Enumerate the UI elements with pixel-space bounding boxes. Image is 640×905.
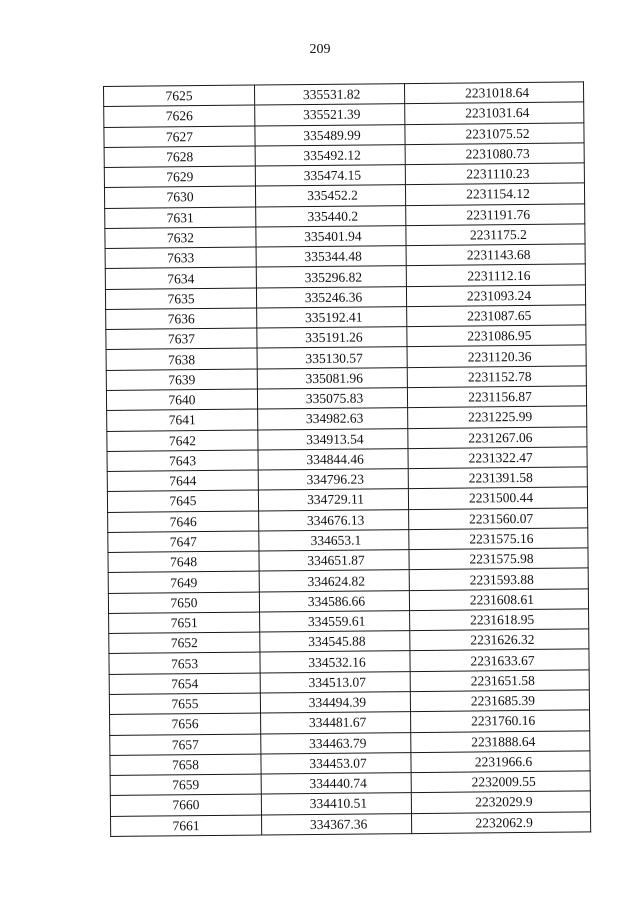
- x-coordinate-cell: 335130.57: [257, 347, 407, 369]
- y-coordinate-cell: 2231143.68: [406, 244, 585, 266]
- y-coordinate-cell: 2231966.6: [411, 751, 590, 773]
- point-id-cell: 7642: [107, 430, 258, 452]
- y-coordinate-cell: 2231500.44: [408, 487, 587, 509]
- y-coordinate-cell: 2231086.95: [407, 325, 586, 347]
- y-coordinate-cell: 2231760.16: [411, 710, 590, 732]
- x-coordinate-cell: 335191.26: [257, 327, 407, 349]
- y-coordinate-cell: 2231267.06: [408, 426, 587, 448]
- x-coordinate-cell: 335521.39: [255, 104, 405, 126]
- x-coordinate-cell: 334494.39: [260, 692, 410, 714]
- x-coordinate-cell: 334463.79: [261, 732, 411, 754]
- point-id-cell: 7648: [108, 551, 259, 573]
- y-coordinate-cell: 2232029.9: [411, 791, 590, 813]
- x-coordinate-cell: 335075.83: [257, 388, 407, 410]
- x-coordinate-cell: 335440.2: [256, 205, 406, 227]
- point-id-cell: 7658: [110, 754, 261, 776]
- y-coordinate-cell: 2231391.58: [408, 467, 587, 489]
- point-id-cell: 7659: [110, 774, 261, 796]
- point-id-cell: 7635: [105, 288, 256, 310]
- point-id-cell: 7627: [104, 126, 255, 148]
- point-id-cell: 7626: [104, 105, 255, 127]
- x-coordinate-cell: 335296.82: [256, 266, 406, 288]
- point-id-cell: 7633: [105, 247, 256, 269]
- x-coordinate-cell: 334545.88: [260, 631, 410, 653]
- y-coordinate-cell: 2231110.23: [405, 163, 584, 185]
- point-id-cell: 7630: [104, 186, 255, 208]
- y-coordinate-cell: 2231112.16: [406, 264, 585, 286]
- y-coordinate-cell: 2231651.58: [410, 670, 589, 692]
- point-id-cell: 7645: [107, 490, 258, 512]
- point-id-cell: 7650: [108, 592, 259, 614]
- y-coordinate-cell: 2231225.99: [408, 406, 587, 428]
- y-coordinate-cell: 2231156.87: [407, 386, 586, 408]
- point-id-cell: 7654: [109, 673, 260, 695]
- point-id-cell: 7660: [110, 794, 261, 816]
- table-row: [111, 811, 591, 836]
- y-coordinate-cell: 2231175.2: [406, 224, 585, 246]
- point-id-cell: 7661: [111, 815, 262, 837]
- point-id-cell: 7637: [106, 328, 257, 350]
- coordinates-table-container: [103, 81, 590, 836]
- x-coordinate-cell: 335246.36: [256, 286, 406, 308]
- y-coordinate-cell: 2231018.64: [404, 82, 583, 104]
- point-id-cell: 7653: [109, 652, 260, 674]
- y-coordinate-cell: 2231191.76: [406, 203, 585, 225]
- y-coordinate-cell: 2231633.67: [410, 649, 589, 671]
- point-id-cell: 7657: [110, 734, 261, 756]
- y-coordinate-cell: 2231075.52: [405, 122, 584, 144]
- point-id-cell: 7646: [108, 511, 259, 533]
- point-id-cell: 7640: [106, 389, 257, 411]
- y-coordinate-cell: 2232009.55: [411, 771, 590, 793]
- x-coordinate-cell: 334532.16: [260, 651, 410, 673]
- x-coordinate-cell: 335081.96: [257, 367, 407, 389]
- y-coordinate-cell: 2232062.9: [411, 811, 590, 833]
- point-id-cell: 7655: [109, 693, 260, 715]
- point-id-cell: 7628: [104, 146, 255, 168]
- y-coordinate-cell: 2231618.95: [410, 609, 589, 631]
- point-id-cell: 7652: [109, 632, 260, 654]
- x-coordinate-cell: 334453.07: [261, 752, 411, 774]
- point-id-cell: 7649: [108, 571, 259, 593]
- x-coordinate-cell: 334440.74: [261, 773, 411, 795]
- y-coordinate-cell: 2231575.98: [409, 548, 588, 570]
- point-id-cell: 7651: [109, 612, 260, 634]
- y-coordinate-cell: 2231080.73: [405, 143, 584, 165]
- coordinates-table: [103, 81, 591, 836]
- y-coordinate-cell: 2231087.65: [407, 305, 586, 327]
- point-id-cell: 7656: [110, 713, 261, 735]
- page-number: 209: [309, 42, 331, 57]
- point-id-cell: 7634: [105, 267, 256, 289]
- x-coordinate-cell: 334729.11: [258, 489, 408, 511]
- x-coordinate-cell: 334586.66: [259, 590, 409, 612]
- x-coordinate-cell: 334676.13: [259, 509, 409, 531]
- y-coordinate-cell: 2231154.12: [405, 183, 584, 205]
- x-coordinate-cell: 335474.15: [255, 165, 405, 187]
- y-coordinate-cell: 2231031.64: [405, 102, 584, 124]
- y-coordinate-cell: 2231093.24: [406, 285, 585, 307]
- y-coordinate-cell: 2231575.16: [409, 528, 588, 550]
- y-coordinate-cell: 2231560.07: [409, 507, 588, 529]
- x-coordinate-cell: 335489.99: [255, 124, 405, 146]
- x-coordinate-cell: 335344.48: [256, 246, 406, 268]
- x-coordinate-cell: 334624.82: [259, 570, 409, 592]
- table-body: [104, 82, 591, 836]
- point-id-cell: 7638: [106, 348, 257, 370]
- y-coordinate-cell: 2231322.47: [408, 447, 587, 469]
- y-coordinate-cell: 2231593.88: [409, 568, 588, 590]
- x-coordinate-cell: 334653.1: [259, 529, 409, 551]
- x-coordinate-cell: 334559.61: [260, 610, 410, 632]
- point-id-cell: 7641: [107, 409, 258, 431]
- x-coordinate-cell: 335492.12: [255, 144, 405, 166]
- y-coordinate-cell: 2231626.32: [410, 629, 589, 651]
- x-coordinate-cell: 334844.46: [258, 448, 408, 470]
- point-id-cell: 7631: [105, 207, 256, 229]
- x-coordinate-cell: 334481.67: [261, 712, 411, 734]
- point-id-cell: 7639: [106, 369, 257, 391]
- point-id-cell: 7632: [105, 227, 256, 249]
- y-coordinate-cell: 2231120.36: [407, 345, 586, 367]
- y-coordinate-cell: 2231685.39: [410, 690, 589, 712]
- y-coordinate-cell: 2231888.64: [411, 730, 590, 752]
- x-coordinate-cell: 335401.94: [256, 225, 406, 247]
- point-id-cell: 7643: [107, 450, 258, 472]
- x-coordinate-cell: 335531.82: [254, 84, 404, 106]
- y-coordinate-cell: 2231152.78: [407, 366, 586, 388]
- x-coordinate-cell: 334367.36: [262, 813, 412, 835]
- point-id-cell: 7625: [104, 85, 255, 107]
- point-id-cell: 7647: [108, 531, 259, 553]
- y-coordinate-cell: 2231608.61: [409, 589, 588, 611]
- x-coordinate-cell: 334410.51: [261, 793, 411, 815]
- x-coordinate-cell: 334982.63: [258, 408, 408, 430]
- x-coordinate-cell: 334651.87: [259, 550, 409, 572]
- x-coordinate-cell: 334513.07: [260, 671, 410, 693]
- x-coordinate-cell: 334796.23: [258, 469, 408, 491]
- point-id-cell: 7636: [106, 308, 257, 330]
- point-id-cell: 7644: [107, 470, 258, 492]
- x-coordinate-cell: 335452.2: [255, 185, 405, 207]
- point-id-cell: 7629: [104, 166, 255, 188]
- x-coordinate-cell: 334913.54: [258, 428, 408, 450]
- x-coordinate-cell: 335192.41: [257, 307, 407, 329]
